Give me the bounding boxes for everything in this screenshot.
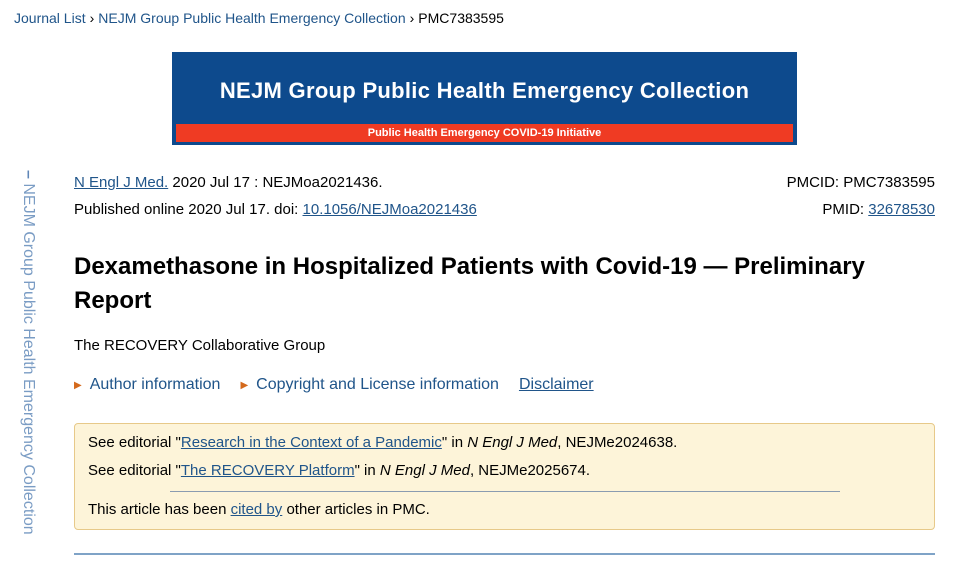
editorial-link-recovery[interactable]: The RECOVERY Platform <box>180 462 355 479</box>
pmcid: PMCID: PMC7383595 <box>786 174 935 191</box>
editorial-id-1: , NEJMe2024638. <box>557 434 678 451</box>
side-collection-label[interactable] <box>16 170 40 571</box>
article-authors: The RECOVERY Collaborative Group <box>74 337 326 354</box>
in-text: " in <box>354 462 380 479</box>
pmid-label: PMID: <box>822 201 869 218</box>
disclaimer-link[interactable]: Disclaimer <box>518 376 594 393</box>
see-editorial-text: See editorial " <box>88 434 181 451</box>
citation-date: 2020 Jul 17 : NEJMoa2021436. <box>172 174 383 191</box>
cited-prefix: This article has been <box>88 501 231 518</box>
journal-link[interactable]: N Engl J Med. <box>74 174 169 191</box>
author-information-link[interactable]: Author information <box>89 376 221 393</box>
citation-row <box>74 173 935 193</box>
doi-row <box>74 200 935 220</box>
editorial-note-2 <box>88 462 590 479</box>
breadcrumb-separator: › <box>409 10 415 26</box>
see-editorial-text: See editorial " <box>88 462 181 479</box>
banner-subtitle: Public Health Emergency COVID-19 Initiative <box>176 124 793 142</box>
journal-name: N Engl J Med <box>379 462 470 479</box>
collapse-dash-icon: – <box>20 170 37 179</box>
pmid <box>822 200 935 220</box>
editorial-link-pandemic[interactable]: Research in the Context of a Pandemic <box>180 434 442 451</box>
cited-by-link[interactable]: cited by <box>230 501 283 518</box>
article-info-links <box>74 376 594 394</box>
in-text: " in <box>441 434 468 451</box>
breadcrumb-current: PMC7383595 <box>418 10 504 26</box>
editorial-note-1 <box>88 434 677 451</box>
collection-banner[interactable] <box>172 52 797 145</box>
divider <box>170 491 840 492</box>
editorial-id-2: , NEJMe2025674. <box>469 462 591 479</box>
breadcrumb-separator: › <box>89 10 95 26</box>
breadcrumb <box>14 10 504 26</box>
copyright-license-link[interactable]: Copyright and License information <box>256 376 499 393</box>
doi-link[interactable]: 10.1056/NEJMoa2021436 <box>302 201 477 218</box>
section-divider <box>74 553 935 555</box>
article-title: Dexamethasone in Hospitalized Patients with Covid-19 — Preliminary Report <box>74 253 865 314</box>
side-label-text: NEJM Group Public Health Emergency Collection <box>20 183 37 535</box>
cited-suffix: other articles in PMC. <box>282 501 430 518</box>
banner-title: NEJM Group Public Health Emergency Collection <box>219 78 750 103</box>
expand-triangle-icon: ▶ <box>240 380 249 391</box>
expand-triangle-icon: ▶ <box>74 380 82 391</box>
pmid-link[interactable]: 32678530 <box>868 201 935 218</box>
breadcrumb-journal-list[interactable]: Journal List <box>14 10 86 26</box>
cited-by-note <box>88 501 430 518</box>
published-online: Published online 2020 Jul 17. doi: <box>74 201 303 218</box>
editorial-notes-box <box>74 423 935 530</box>
journal-name: N Engl J Med <box>467 434 558 451</box>
breadcrumb-collection[interactable]: NEJM Group Public Health Emergency Collection <box>98 10 406 26</box>
